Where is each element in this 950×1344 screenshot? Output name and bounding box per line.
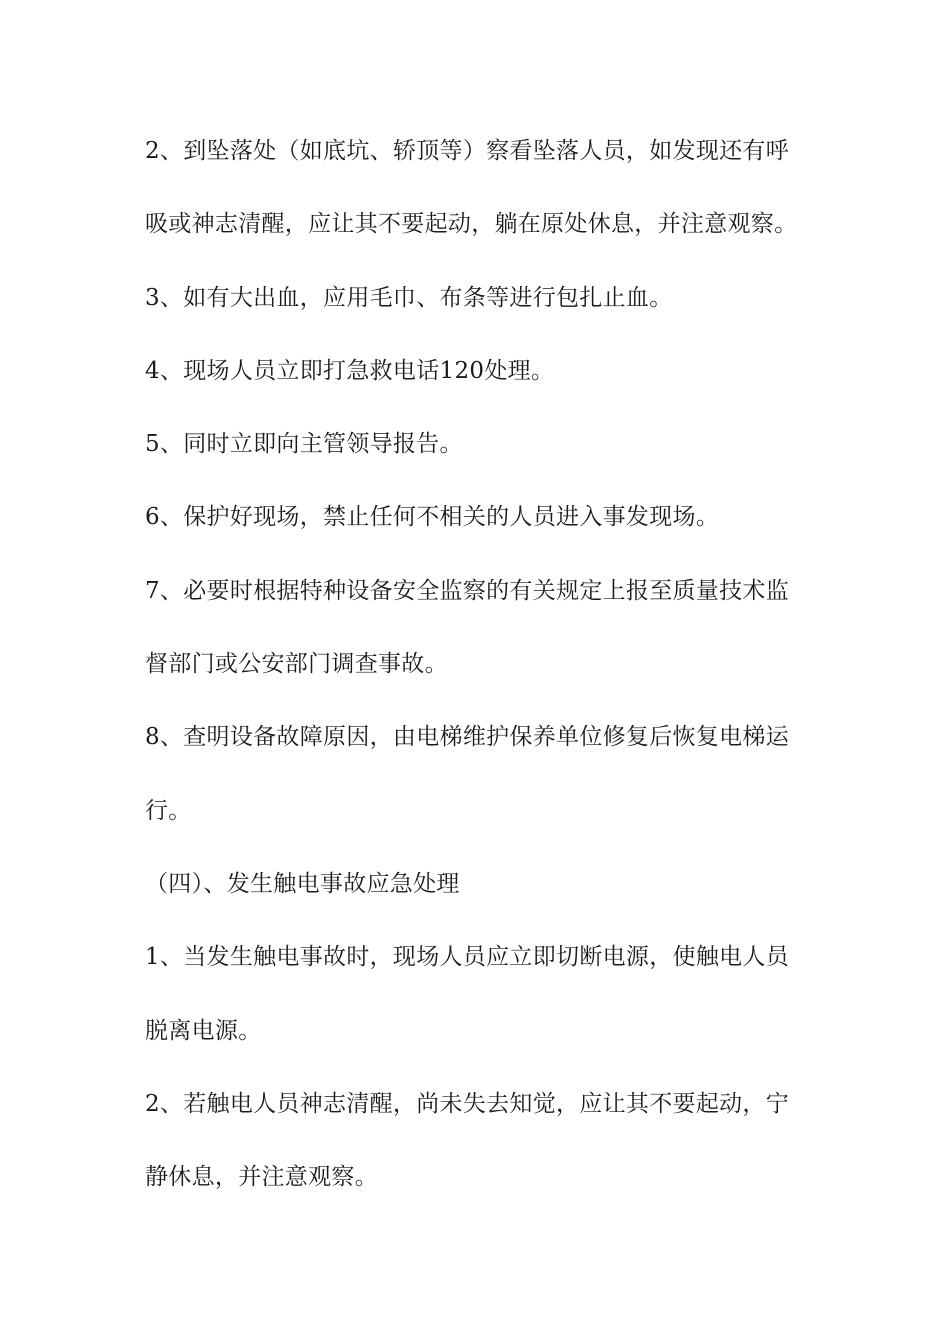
text-line: 2、到坠落处（如底坑、轿顶等）察看坠落人员，如发现还有呼 bbox=[145, 138, 790, 164]
text-line: 2、若触电人员神志清醒，尚未失去知觉，应让其不要起动，宁 bbox=[145, 1090, 790, 1117]
section-heading: （四）、发生触电事故应急处理 bbox=[145, 870, 460, 897]
text-line: 3、如有大出血，应用毛巾、布条等进行包扎止血。 bbox=[145, 284, 673, 311]
text-line: 吸或神志清醒，应让其不要起动，躺在原处休息，并注意观察。 bbox=[145, 211, 798, 238]
text-line: 4、现场人员立即打急救电话120处理。 bbox=[145, 357, 555, 384]
text-line: 静休息，并注意观察。 bbox=[145, 1164, 378, 1191]
text-line: 脱离电源。 bbox=[145, 1017, 262, 1044]
document-body bbox=[145, 131, 810, 1230]
text-line: 督部门或公安部门调查事故。 bbox=[145, 651, 448, 678]
text-line: 行。 bbox=[145, 797, 192, 824]
text-line: 6、保护好现场，禁止任何不相关的人员进入事发现场。 bbox=[145, 504, 720, 531]
text-line: 5、同时立即向主管领导报告。 bbox=[145, 431, 463, 458]
text-line: 8、查明设备故障原因，由电梯维护保养单位修复后恢复电梯运 bbox=[145, 724, 790, 751]
text-line: 1、当发生触电事故时，现场人员应立即切断电源，使触电人员 bbox=[145, 944, 790, 971]
text-line: 7、必要时根据特种设备安全监察的有关规定上报至质量技术监 bbox=[145, 577, 790, 604]
